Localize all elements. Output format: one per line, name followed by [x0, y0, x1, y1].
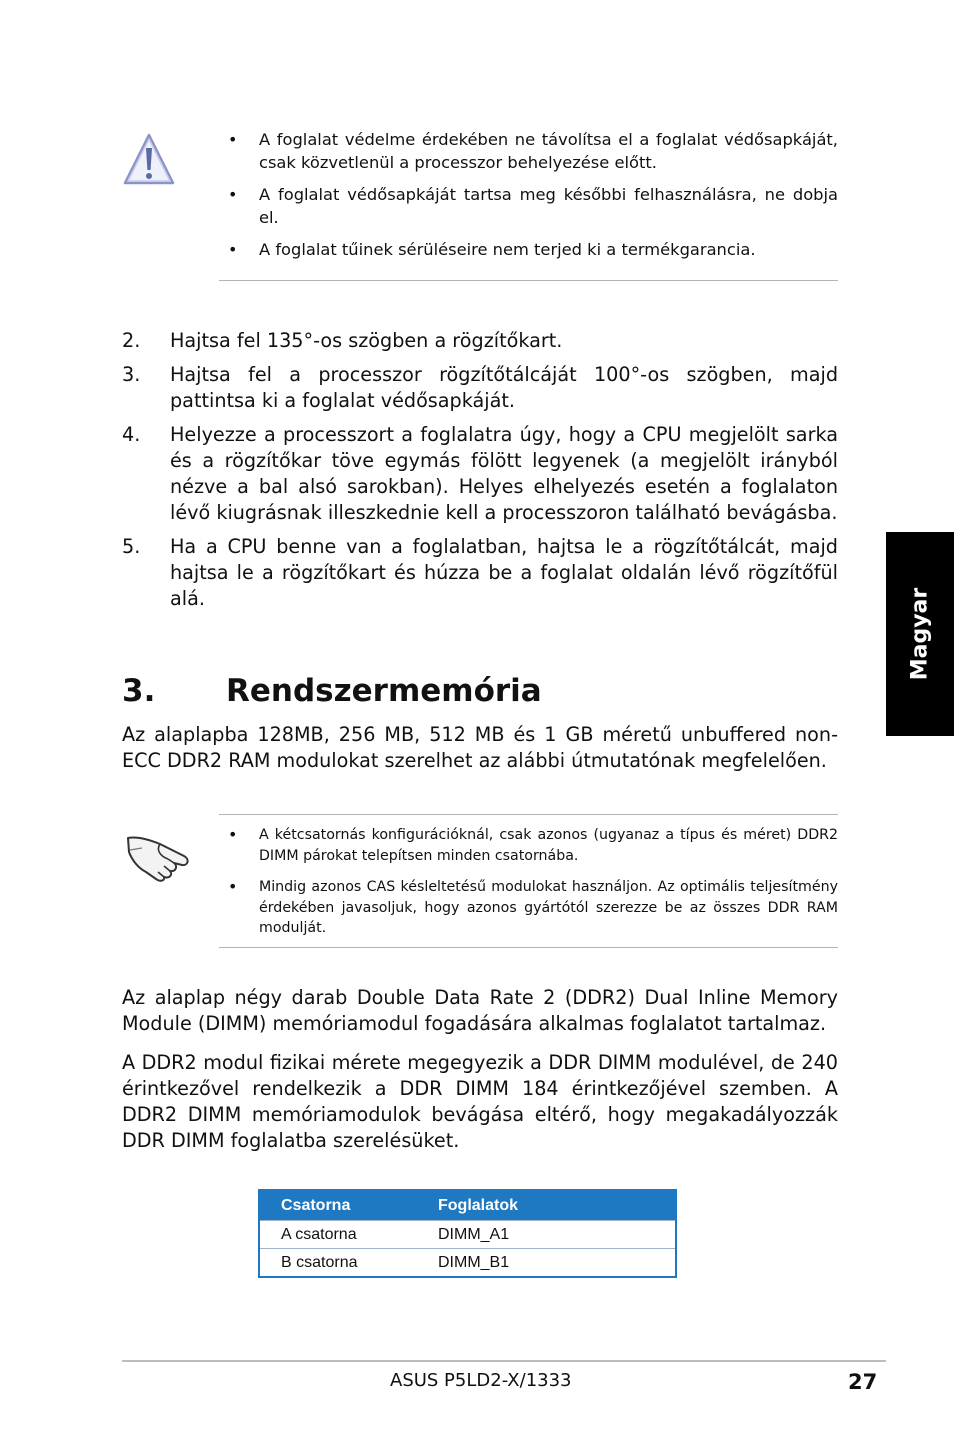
warning-triangle-icon: [122, 132, 176, 188]
caution-item: • A foglalat védősapkáját tartsa meg későbbi felhasználásra, ne dobja el.: [219, 183, 838, 229]
table-header-cell: Csatorna: [260, 1191, 417, 1221]
caution-item: • A foglalat védelme érdekében ne távolítsa el a foglalat védősapkáját, csak közvetlenül a processzor behelyezése előtt.: [219, 128, 838, 174]
table-header-row: [260, 1191, 675, 1221]
table-cell: A csatorna: [260, 1221, 417, 1249]
section-title: Rendszermemória: [226, 673, 542, 709]
language-tab-label: Magyar: [907, 587, 933, 681]
language-tab: [886, 532, 954, 736]
footer-divider: [122, 1360, 886, 1362]
section-number: 3.: [122, 673, 156, 709]
note-item: • A kétcsatornás konfigurációknál, csak azonos (ugyanaz a típus és méret) DDR2 DIMM párokat telepítsen minden csatornába.: [219, 825, 838, 866]
note-item: • Mindig azonos CAS késleltetésű modulokat használjon. Az optimális teljesítmény érdekében javasoljuk, hogy azonos gyártótól szerezze be az összes DDR RAM modulját.: [219, 877, 838, 939]
step-item: [122, 328, 838, 354]
pointing-hand-icon: [124, 826, 194, 882]
step-text: Ha a CPU benne van a foglalatban, hajtsa le a rögzítőtálcát, majd hajtsa le a rögzítőkart és húzza be a foglalat oldalán lévő rögzítőfül alá.: [170, 535, 838, 610]
step-item: [122, 534, 838, 612]
memory-note: [219, 814, 838, 948]
step-text: Helyezze a processzort a foglalatra úgy, hogy a CPU megjelölt sarka és a rögzítőkar töve egymás fölött legyenek (a megjelölt irányból nézve a bal alsó sarokban). Helyes elhelyezés esetén a foglalaton lévő kiugrásnak illeszkednie kell a processzoron található bevágásba.: [170, 423, 838, 524]
table-row: [260, 1221, 675, 1249]
caution-item: • A foglalat tűinek sérüléseire nem terjed ki a termékgarancia.: [219, 238, 838, 261]
footer-product: ASUS P5LD2-X/1333: [390, 1370, 572, 1391]
caution-note: [219, 128, 838, 281]
table-header-cell: Foglalatok: [417, 1191, 675, 1221]
step-text: Hajtsa fel 135°-os szögben a rögzítőkart.: [170, 329, 563, 352]
step-number: 3.: [122, 363, 141, 386]
table-cell: DIMM_B1: [417, 1249, 675, 1277]
table-cell: B csatorna: [260, 1249, 417, 1277]
body-paragraph: A DDR2 modul fizikai mérete megegyezik a DDR DIMM modulével, de 240 érintkezővel rendelkezik a DDR DIMM 184 érintkezőjével szemben. A DDR2 DIMM memóriamodulok bevágása eltérő, hogy megakadályozzák DDR DIMM foglalatba szerelésüket.: [122, 1051, 838, 1152]
table-row: [260, 1249, 675, 1277]
step-text: Hajtsa fel a processzor rögzítőtálcáját 100°-os szögben, majd pattintsa ki a foglalat védősapkáját.: [170, 363, 838, 412]
body-paragraph: Az alaplap négy darab Double Data Rate 2 (DDR2) Dual Inline Memory Module (DIMM) memóriamodul fogadására alkalmas foglalatot tartalmaz.: [122, 986, 838, 1035]
step-number: 5.: [122, 535, 141, 558]
table-cell: DIMM_A1: [417, 1221, 675, 1249]
section-intro: Az alaplapba 128MB, 256 MB, 512 MB és 1 GB méretű unbuffered non-ECC DDR2 RAM modulokat szerelhet az alábbi útmutatónak megfelelően.: [122, 723, 838, 772]
channel-table: [258, 1189, 677, 1278]
step-number: 4.: [122, 423, 141, 446]
step-number: 2.: [122, 329, 141, 352]
section-heading: [122, 669, 838, 713]
installation-steps: [122, 328, 838, 620]
step-item: [122, 362, 838, 414]
page-number: 27: [848, 1370, 878, 1394]
step-item: [122, 422, 838, 526]
